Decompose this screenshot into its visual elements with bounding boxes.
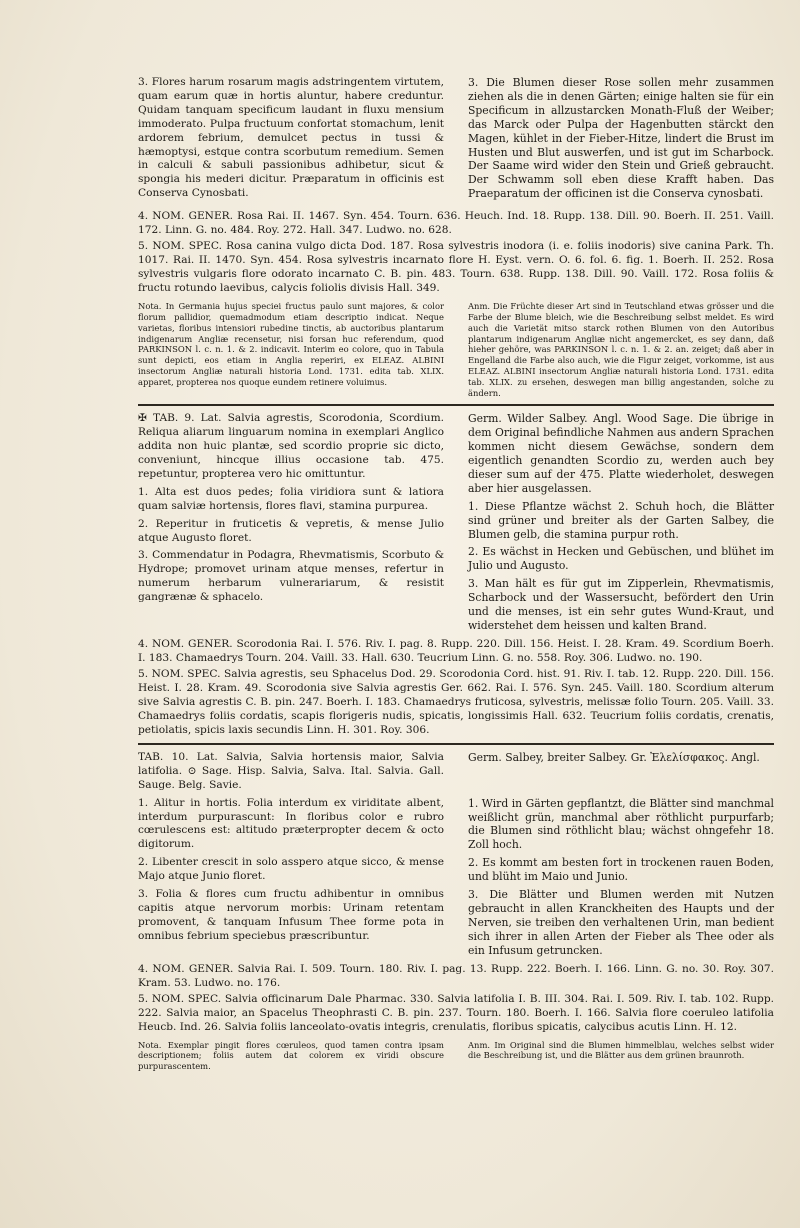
tab10-parallel-columns (138, 797, 774, 962)
tab9-german-paragraph-3: 3. Man hält es für gut im Zipperlein, Rhevmatismis, Scharbock und der Wassersucht, befördert den Urin und die menses, ist ein sehr gutes Wund-Kraut, und widerstehet dem heissen und kalten Brand. (468, 577, 774, 633)
tab10-heading-row (138, 751, 774, 797)
tab9-nom-gener: 4. NOM. GENER. Scorodonia Rai. I. 576. Riv. I. pag. 8. Rupp. 220. Dill. 156. Heist. I. 28. Kram. 49. Scordium Boerh. I. 183. Chamaedrys Tourn. 204. Vaill. 33. Hall. 630. Teucrium Linn. G. no. 558. Roy. 306. Ludwo. no. 190. (138, 637, 774, 664)
rosa-latin-paragraph-3: 3. Flores harum rosarum magis adstringentem virtutem, quam earum quæ in hortis aluntur, habere creduntur. Quidam tanquam specificum laudant in fluxu mensium immoderato. Pulpa fructuum confortat stomachum, lenit ardorem febrium, demulcet pectus in tussi & hæmoptysi, estque contra scorbutum remedium. Semen in calculi & sabuli passionibus adhibetur, sicut & spongia his mederi dicitur. Præparatum in officinis est Conserva Cynosbati. (138, 76, 444, 200)
german-column (468, 412, 774, 637)
tab10-latin-paragraph-3: 3. Folia & flores cum fructu adhibentur in omnibus capitis atque nervorum morbis: Urinam retentam promovent, & tanquam Infusum Thee forme pota in omnibus febrium speciebus præscribuntur. (138, 888, 444, 942)
tab10-german-paragraph-1: 1. Wird in Gärten gepflantzt, die Blätter sind manchmal weißlicht grün, manchmal aber röthlicht purpurfarb; die Blumen sind röthlicht blau; wächst ohngefehr 18. Zoll hoch. (468, 796, 774, 852)
tab10-nom-spec: 5. NOM. SPEC. Salvia officinarum Dale Pharmac. 330. Salvia latifolia I. B. III. 304. Rai. I. 509. Riv. I. tab. 102. Rupp. 222. Salvia maior, an Spacelus Theophrasti C. B. pin. 237. Tourn. 180. Boerh. I. 166. Salvia flore coeruleo latifolia Heucb. Ind. 26. Salvia foliis lanceolato-ovatis integris, crenulatis, floribus spicatis, calycibus acutis Linn. H. 12. (138, 992, 774, 1033)
tab10-nom-gener: 4. NOM. GENER. Salvia Rai. I. 509. Tourn. 180. Riv. I. pag. 13. Rupp. 222. Boerh. I. 166. Linn. G. no. 30. Roy. 307. Kram. 53. Ludwo. no. 176. (138, 962, 774, 989)
tab10-latin-paragraph-2: 2. Libenter crescit in solo asspero atque sicco, & mense Majo atque Junio floret. (138, 856, 444, 883)
tab10-german-paragraph-2: 2. Es kommt am besten fort in trockenen rauen Boden, und blüht im Maio und Junio. (468, 856, 774, 884)
page-content (138, 76, 774, 1072)
tab10-notes (138, 1040, 774, 1072)
tab10-note-latin: Nota. Exemplar pingit flores cœruleos, quod tamen contra ipsam descriptionem; foliis autem dat colorem ex viridi obscure purpurascentem. (138, 1039, 444, 1072)
section-divider (138, 404, 774, 406)
german-column (468, 76, 774, 205)
latin-column (138, 76, 444, 205)
tab9-latin-heading: ✠ TAB. 9. Lat. Salvia agrestis, Scorodonia, Scordium. Reliqua aliarum linguarum nomina in exemplari Anglico addita non huic plantæ, sed scordio proprie sic dicto, conveniunt, hincque illius occasione tab. 475. repetuntur, propterea vero hic omittuntur. (138, 412, 444, 480)
tab9-latin-paragraph-2: 2. Reperitur in fruticetis & vepretis, & mense Julio atque Augusto floret. (138, 517, 444, 544)
tab9-german-paragraph-1: 1. Diese Pflantze wächst 2. Schuh hoch, die Blätter sind grüner und breiter als der Garten Salbey, die Blumen gelb, die stamina purpur roth. (468, 499, 774, 541)
tab10-latin-paragraph-1: 1. Alitur in hortis. Folia interdum ex viriditate albent, interdum purpurascunt: In floribus color e rubro cœrulescens est: altitudo præterpropter decem & octo digitorum. (138, 796, 444, 851)
latin-column (138, 412, 444, 637)
rosa-note-latin: Nota. In Germania hujus speciei fructus paulo sunt majores, & color florum pallidior, quemadmodum etiam descriptio indicat. Neque varietas, floribus intensiori rubedine tinctis, ab auctoribus plantarum indigenarum Angliæ recensetur, nisi forsan huc referendum, quod PARKINSON l. c. n. 1. & 2. indicavit. Interim eo colore, quo in Tabula sunt depicti, eos etiam in Anglia reperiri, ex ELEAZ. ALBINI insectorum Angliæ naturali historia Lond. 1731. edita tab. XLIX. apparet, propterea nos quoque eundem retinere voluimus. (138, 301, 444, 387)
tab9-latin-paragraph-1: 1. Alta est duos pedes; folia viridiora sunt & latiora quam salviæ hortensis, flores flavi, stamina purpurea. (138, 485, 444, 512)
tab10-german-heading: Germ. Salbey, breiter Salbey. Gr. Ἐλελίσφακος. Angl. (468, 750, 760, 764)
rosa-note-german: Anm. Die Früchte dieser Art sind in Teutschland etwas grösser und die Farbe der Blume bleich, wie die Beschreibung selbst meldet. Es wird auch die Varietät mitso starck rothen Blumen von den Autoribus plantarum indigenarum Angliæ nicht angemercket, es sey dann, daß hieher gehöre, was PARKINSON l. c. n. 1. & 2. an. zeiget; daß aber in Engelland die Farbe also auch, wie die Figur zeiget, vorkomme, ist aus ELEAZ. ALBINI insectorum Angliæ naturali historia Lond. 1731. edita tab. XLIX. zu ersehen, deswegen man billig angestanden, solche zu ändern. (468, 301, 774, 398)
tab10-note-german: Anm. Im Original sind die Blumen himmelblau, welches selbst wider die Beschreibung ist, und die Blätter aus dem grünen braunroth. (468, 1039, 774, 1061)
rosa-notes (138, 301, 774, 398)
latin-column (138, 797, 444, 962)
rosa-nom-spec: 5. NOM. SPEC. Rosa canina vulgo dicta Dod. 187. Rosa sylvestris inodora (i. e. foliis inodoris) sive canina Park. Th. 1017. Rai. II. 1470. Syn. 454. Rosa sylvestris incarnato flore H. Eyst. vern. O. 6. fol. 6. fig. 1. Boerh. II. 252. Rosa sylvestris vulgaris flore odorato incarnato C. B. pin. 483. Tourn. 638. Rupp. 138. Dill. 90. Vaill. 172. Rosa foliis & fructu rotundo laevibus, calycis foliolis divisis Hall. 349. (138, 240, 774, 295)
tab9-nom-spec: 5. NOM. SPEC. Salvia agrestis, seu Sphacelus Dod. 29. Scorodonia Cord. hist. 91. Riv. I. tab. 12. Rupp. 220. Dill. 156. Heist. I. 28. Kram. 49. Scorodonia sive Salvia agrestis Ger. 662. Rai. I. 576. Syn. 245. Vaill. 180. Scordium alterum sive Salvia agrestis C. B. pin. 247. Boerh. I. 183. Chamaedrys fruticosa, sylvestris, melissæ folio Tourn. 205. Vaill. 33. Chamaedrys foliis cordatis, scapis florigeris nudis, spicatis, longissimis Hall. 632. Teucrium foliis cordatis, crenatis, petiolatis, spicis laxis secundis Linn. H. 301. Roy. 306. (138, 667, 774, 736)
rosa-parallel-columns (138, 76, 774, 205)
tab10-latin-heading: TAB. 10. Lat. Salvia, Salvia hortensis maior, Salvia latifolia. ⊙ Sage. Hisp. Salvia, Salva. Ital. Salvia. Gall. Sauge. Belg. Savie. (138, 750, 444, 791)
rosa-nom-gener: 4. NOM. GENER. Rosa Rai. II. 1467. Syn. 454. Tourn. 636. Heuch. Ind. 18. Rupp. 138. Dill. 90. Boerh. II. 251. Vaill. 172. Linn. G. no. 484. Roy. 272. Hall. 347. Ludwo. no. 628. (138, 210, 774, 237)
tab10-german-paragraph-3: 3. Die Blätter und Blumen werden mit Nutzen gebraucht in allen Kranckheiten des Haupts und der Nerven, sie treiben den verhaltenen Urin, man bedient sich ihrer in allen Arten der Fieber als Thee oder als ein Infusum getruncken. (468, 888, 774, 957)
rosa-german-paragraph-3: 3. Die Blumen dieser Rose sollen mehr zusammen ziehen als die in denen Gärten; einige halten sie für ein Specificum in allzustarcken Monath-Fluß der Weiber; das Marck oder Pulpa der Hagenbutten stärckt den Magen, kühlet in der Fieber-Hitze, lindert die Brust im Husten und Blut auswerfen, und ist gut im Scharbock. Der Saame wird wider den Stein und Grieß gebraucht. Der Schwamm soll eben diese Krafft haben. Das Praeparatum der officinen ist die Conserva cynosbati. (468, 76, 774, 201)
tab9-german-paragraph-2: 2. Es wächst in Hecken und Gebüschen, und blühet im Julio und Augusto. (468, 545, 774, 573)
tab9-latin-paragraph-3: 3. Commendatur in Podagra, Rhevmatismis, Scorbuto & Hydrope; promovet urinam atque menses, refertur in numerum herbarum vulnerariarum, & resistit gangrænæ & sphacelo. (138, 549, 444, 604)
german-column (468, 797, 774, 962)
tab9-parallel-columns (138, 412, 774, 637)
section-divider (138, 743, 774, 745)
tab9-german-heading: Germ. Wilder Salbey. Angl. Wood Sage. Die übrige in dem Original befindliche Nahmen aus andern Sprachen kommen nicht diesem Gewächse, sondern dem eigentlich genandten Scordio zu, werden auch bey dieser sum auf der 475. Platte wiederholet, deswegen aber hier ausgelassen. (468, 412, 774, 495)
